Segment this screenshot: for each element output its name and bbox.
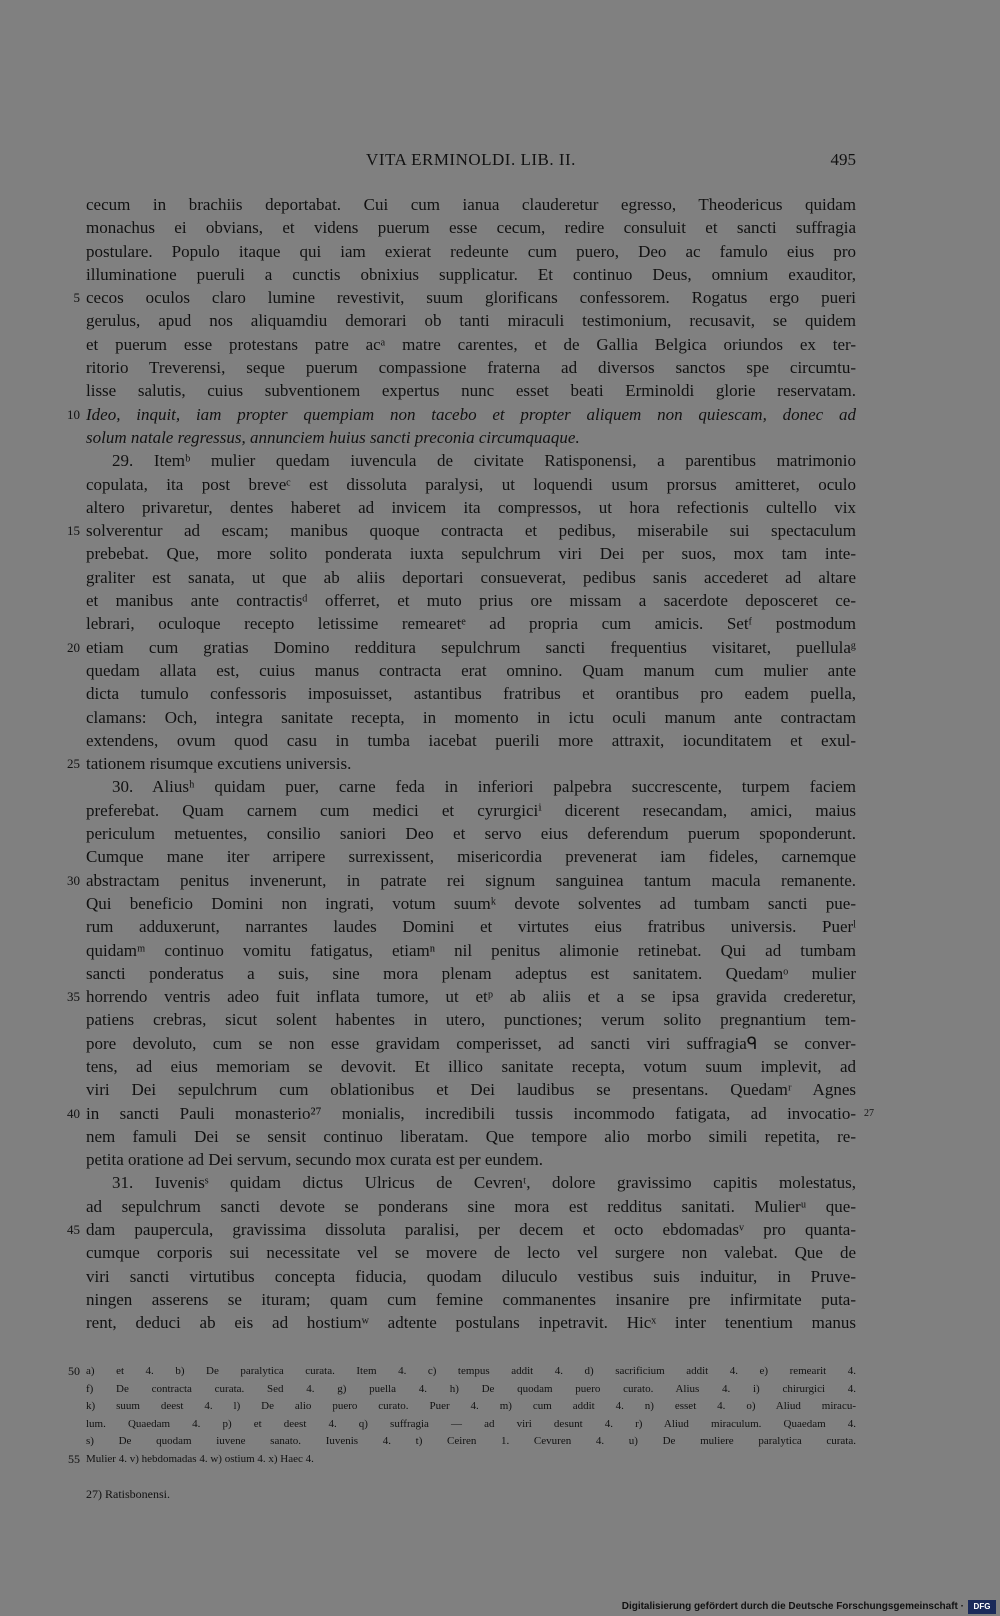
body-line-text: solum natale regressus, annunciem huius sancti preconia circumquaque. <box>86 427 580 447</box>
body-line-text: viri sancti virtutibus concepta fiducia, quodam diluculo vestibus suis induitur, in Pruve- <box>86 1266 856 1286</box>
body-line <box>86 1008 856 1031</box>
body-line-text: patiens crebras, sicut solent habentes in utero, punctiones; verum solito pregnantium tem- <box>86 1010 856 1030</box>
body-line <box>86 356 856 379</box>
line-number: 15 <box>67 523 80 539</box>
body-line <box>86 612 856 635</box>
body-line <box>86 659 856 682</box>
body-line-text: etiam cum gratias Domino redditura sepulchrum sancti frequentius visitaret, puellulaᵍ <box>86 637 856 657</box>
body-line-text: abstractam penitus invenerunt, in patrate rei signum sanguinea tantum macula remanente. <box>86 870 856 890</box>
body-line-text: copulata, ita post breveᶜ est dissoluta paralysi, ut loquendi usum prorsus amitteret, oculo <box>86 474 856 494</box>
body-line <box>86 1195 856 1218</box>
note-line <box>86 1416 856 1434</box>
body-line-text: lebrari, oculoque recepto letissime remearetᵉ ad propria cum amicis. Setᶠ postmodum <box>86 614 856 634</box>
body-line <box>86 1241 856 1264</box>
line-number: 40 <box>67 1105 80 1121</box>
body-line <box>86 939 856 962</box>
body-line-text: graliter est sanata, ut que ab aliis deportari consueverat, pedibus sanis accederet ad altare <box>86 567 856 587</box>
body-line-text: prebebat. Que, more solito ponderata iuxta sepulchrum viri Dei per suos, mox tam inte- <box>86 544 856 564</box>
line-number: 30 <box>67 872 80 888</box>
note-line-text: Mulier 4. v) hebdomadas 4. w) ostium 4. x) Haec 4. <box>86 1452 314 1465</box>
body-line-text: gerulus, apud nos aliquamdiu demorari ob tanti miraculi testimonium, recusavit, se quidem <box>86 311 856 331</box>
variant-notes <box>68 1363 856 1469</box>
body-line <box>86 706 856 729</box>
body-line <box>86 1078 856 1101</box>
body-line <box>86 240 856 263</box>
body-line-text: 31. Iuvenisˢ quidam dictus Ulricus de Cevrenᵗ, dolore gravissimo capitis molestatus, <box>112 1173 856 1193</box>
body-line-text: sancti ponderatus a suis, sine mora plenam adeptus est sanitatem. Quedamᵒ mulier <box>86 963 856 983</box>
body-line-text: et manibus ante contractisᵈ offerret, et muto prius ore missam a sacerdote deposceret ce- <box>86 591 856 611</box>
line-number: 55 <box>68 1451 80 1466</box>
body-line-text: ad sepulchrum sancti devote se ponderans sine mora est redditus sanitati. Mulierᵘ que- <box>86 1196 856 1216</box>
body-line-text: periculum metuentes, consilio saniori Deo et servo eius deferendum puerum spoponderunt. <box>86 824 856 844</box>
body-line-text: dam paupercula, gravissima dissoluta paralisi, per decem et octo ebdomadasᵛ pro quanta- <box>86 1220 856 1240</box>
body-line <box>86 1055 856 1078</box>
footer-credit: Digitalisierung gefördert durch die Deutsche Forschungsgemeinschaft · <box>621 1601 964 1612</box>
body-line <box>67 403 856 426</box>
body-line <box>86 193 856 216</box>
body-line <box>86 822 856 845</box>
body-line <box>73 286 856 309</box>
dfg-logo-icon: DFG <box>968 1600 996 1614</box>
body-line-text: Qui beneficio Domini non ingrati, votum suumᵏ devote solventes ad tumbam sancti pue- <box>86 893 856 913</box>
body-line <box>86 1032 856 1055</box>
body-line-text: 30. Aliusʰ quidam puer, carne feda in inferiori palpebra succrescente, turpem faciem <box>112 777 856 797</box>
body-line-text: postulare. Populo itaque qui iam exierat redeunte cum puero, Deo ac famulo eius pro <box>86 241 856 261</box>
body-line-text: Cumque mane iter arripere surrexissent, misericordia prevenerat iam fideles, carnemque <box>86 847 856 867</box>
note-line-text: lum. Quaedam 4. p) et deest 4. q) suffragia — ad viri desunt 4. r) Aliud miraculum. Quaedam 4. <box>86 1417 856 1430</box>
body-line <box>86 542 856 565</box>
body-line-text: petita oratione ad Dei servum, secundo mox curata est per eundem. <box>86 1150 543 1170</box>
line-number: 25 <box>67 756 80 772</box>
body-line <box>86 962 856 985</box>
body-line-text: 29. Itemᵇ mulier quedam iuvencula de civitate Ratisponensi, a parentibus matrimonio <box>112 451 856 471</box>
body-line-text: pore devoluto, cum se non esse gravidam comperisset, ad sancti viri suffragiaᑫ se conver- <box>86 1033 856 1053</box>
body-line <box>86 1311 856 1334</box>
body-line <box>86 309 856 332</box>
body-line-text: et puerum esse protestans patre acᵃ matre carentes, et de Gallia Belgica oriundos ex ter- <box>86 334 856 354</box>
body-line <box>86 1288 856 1311</box>
body-line-text: illuminatione pueruli a cunctis obnixius supplicatur. Et continuo Deus, omnium exauditor, <box>86 264 856 284</box>
body-line <box>86 379 856 402</box>
body-line <box>86 1171 856 1194</box>
body-line <box>67 519 856 542</box>
body-line <box>86 589 856 612</box>
body-line <box>86 845 856 868</box>
body-line-text: monachus ei obvians, et videns puerum esse cecum, redire consuluit et sancti suffragia <box>86 218 856 238</box>
body-line <box>86 216 856 239</box>
body-line <box>86 1125 856 1148</box>
body-line <box>86 263 856 286</box>
body-line-text: ningen asserens se ituram; quam cum femine commanentes insanire pre infirmitate puta- <box>86 1289 856 1309</box>
body-line-text: quidamᵐ continuo vomitu fatigatus, etiamⁿ nil penitus alimonie retinebat. Qui ad tumbam <box>86 940 856 960</box>
body-line-text: viri Dei sepulchrum cum oblationibus et Dei laudibus se presentans. Quedamʳ Agnes <box>86 1080 856 1100</box>
body-line-text: lisse salutis, cuius subventionem expertus nunc esset beati Erminoldi glorie reservatam. <box>86 381 856 401</box>
body-line-text: preferebat. Quam carnem cum medici et cyrurgiciⁱ dicerent resecandam, amici, maius <box>86 800 856 820</box>
body-line <box>67 636 856 659</box>
line-number: 35 <box>67 989 80 1005</box>
body-line-text: dicta tumulo confessoris imposuisset, astantibus fratribus et orantibus pro eadem puella, <box>86 684 856 704</box>
body-line <box>86 449 856 472</box>
body-line-text: cumque corporis sui necessitate vel se movere de lecto vel surgere non valebat. Que de <box>86 1243 856 1263</box>
line-number: 50 <box>68 1364 80 1378</box>
body-line-text: solverentur ad escam; manibus quoque contracta et pedibus, miserabile sui spectaculum <box>86 521 856 541</box>
body-line-text: tens, ad eius memoriam se devovit. Et illico sanitate recepta, votum suum implevit, ad <box>86 1056 856 1076</box>
body-line-text: Ideo, inquit, iam propter quempiam non tacebo et propter aliquem non quiescam, donec ad <box>86 404 856 424</box>
line-number: 10 <box>67 406 80 422</box>
line-number: 45 <box>67 1222 80 1238</box>
body-line <box>86 426 856 449</box>
note-line-text: a) et 4. b) De paralytica curata. Item 4. c) tempus addit 4. d) sacrificium addit 4. e) remearit 4. <box>86 1365 856 1377</box>
body-line <box>86 333 856 356</box>
running-title: VITA ERMINOLDI. LIB. II. <box>366 150 576 169</box>
body-line-text: clamans: Och, integra sanitate recepta, in momento in ictu oculi manum ante contractam <box>86 707 856 727</box>
margin-note: 27 <box>864 1107 874 1119</box>
body-line <box>86 775 856 798</box>
note-line <box>86 1381 856 1399</box>
body-line <box>86 729 856 752</box>
note-line-text: s) De quodam iuvene sanato. Iuvenis 4. t) Ceiren 1. Cevuren 4. u) De muliere paralytica curata. <box>86 1435 856 1448</box>
body-line-text: horrendo ventris adeo fuit inflata tumore, ut etᵖ ab aliis et a se ipsa gravida crederetur, <box>86 987 856 1007</box>
body-line <box>86 1148 856 1171</box>
body-line <box>86 496 856 519</box>
note-line-text: f) De contracta curata. Sed 4. g) puella 4. h) De quodam puero curato. Alius 4. i) chirurgici 4. <box>86 1382 856 1395</box>
body-line-text: extendens, ovum quod casu in tumba iacebat puerili more attraxit, iocunditatem et exul- <box>86 730 856 750</box>
body-line <box>67 1218 856 1241</box>
body-line <box>67 752 856 775</box>
page-number: 495 <box>830 150 856 169</box>
body-line <box>86 915 856 938</box>
body-line <box>86 892 856 915</box>
body-line-text: nem famuli Dei se sensit continuo liberatam. Que tempore alio morbo simili repetita, re- <box>86 1126 856 1146</box>
note-line <box>68 1451 856 1469</box>
body-line <box>67 869 856 892</box>
body-line-text: ritorio Treverensi, seque puerum compassione fraterna ad diversos sanctos spe circumtu- <box>86 358 856 378</box>
body-line-text: rum adduxerunt, narrantes laudes Domini et virtutes eius fratribus universis. Puerˡ <box>86 917 856 937</box>
note-line <box>86 1398 856 1416</box>
body-line <box>86 682 856 705</box>
body-line <box>86 566 856 589</box>
body-line-text: in sancti Pauli monasterio²⁷ monialis, incredibili tussis incommodo fatigata, ad invocatio- <box>86 1103 856 1123</box>
page-header <box>86 150 856 174</box>
body-line-text: quedam allata est, cuius manus contracta erat omnino. Quam manum cum mulier ante <box>86 660 856 680</box>
body-line-text: altero privaretur, dentes haberet ad invicem ita compressos, ut hora refectionis cultello vix <box>86 497 856 517</box>
body-line <box>67 985 856 1008</box>
body-line-text: tationem risumque excutiens universis. <box>86 754 352 774</box>
body-line <box>86 799 856 822</box>
body-line-text: cecos oculos claro lumine revestivit, suum glorificans confessorem. Rogatus ergo pueri <box>86 288 856 308</box>
note-line-text: k) suum deest 4. l) De alio puero curato. Puer 4. m) cum addit 4. n) esset 4. o) Aliud miracu- <box>86 1400 856 1413</box>
body-line <box>67 1102 874 1125</box>
body-line-text: cecum in brachiis deportabat. Cui cum ianua clauderetur egresso, Theodericus quidam <box>86 195 856 214</box>
body-line <box>86 1265 856 1288</box>
body-line <box>86 473 856 496</box>
body-text <box>67 193 874 1335</box>
body-line-text: rent, deduci ab eis ad hostiumʷ adtente postulans inpetravit. Hicˣ inter tenentium manus <box>86 1313 856 1333</box>
line-number: 5 <box>73 290 80 306</box>
note-line <box>86 1433 856 1451</box>
footnote-27: 27) Ratisbonensi. <box>86 1487 170 1501</box>
note-line <box>68 1363 856 1381</box>
line-number: 20 <box>67 639 80 655</box>
